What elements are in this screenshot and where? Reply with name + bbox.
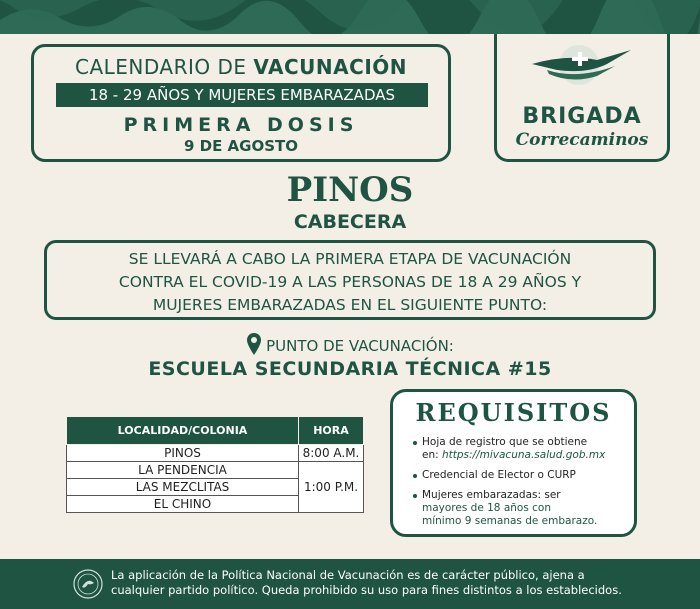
locality-cell: PINOS — [67, 445, 299, 462]
requirements-box — [390, 389, 637, 537]
requirements-list — [413, 436, 635, 535]
dose-label: PRIMERA DOSIS — [123, 114, 359, 136]
calendar-box — [31, 44, 451, 162]
location-name: PINOS — [286, 170, 414, 210]
registration-link[interactable]: https://mivacuna.salud.gob.mx — [442, 449, 606, 461]
footer-disclaimer: La aplicación de la Política Nacional de Vacunación es de carácter público, ajena a cualquier partido político. Queda prohibido su uso para fines distintos a los establecidos. — [111, 568, 622, 597]
map-pin-icon — [246, 332, 262, 356]
vaccination-point-label: PUNTO DE VACUNACIÓN: — [266, 337, 454, 355]
brigade-box — [494, 34, 670, 162]
requirements-title: REQUISITOS — [415, 398, 612, 427]
decorative-top-band — [0, 0, 700, 34]
mexico-seal-icon — [73, 569, 103, 599]
announcement-line: MUJERES EMBARAZADAS EN EL SIGUIENTE PUNTO: — [152, 296, 548, 314]
footer — [0, 559, 700, 609]
table-row — [67, 445, 364, 462]
announcement-line: CONTRA EL COVID-19 A LAS PERSONAS DE 18 A 29 AÑOS Y — [118, 273, 582, 291]
time-cell: 8:00 A.M. — [299, 445, 364, 462]
table-row — [67, 462, 364, 479]
announcement-box — [44, 240, 656, 320]
school-name: ESCUELA SECUNDARIA TÉCNICA #15 — [148, 358, 552, 380]
list-item: Credencial de Elector o CURP — [413, 469, 635, 482]
locality-cell: EL CHINO — [67, 496, 299, 513]
age-group-band: 18 - 29 AÑOS Y MUJERES EMBARAZADAS — [56, 83, 428, 107]
schedule-table — [66, 416, 364, 513]
vaccination-date: 9 DE AGOSTO — [183, 137, 299, 155]
brigade-title: BRIGADA — [522, 104, 642, 129]
list-item: Hoja de registro que se obtiene en: https://mivacuna.salud.gob.mx — [413, 436, 635, 462]
list-item: Mujeres embarazadas: ser mayores de 18 años con mínimo 9 semanas de embarazo. — [413, 489, 635, 528]
roadrunner-logo-icon — [527, 40, 637, 90]
column-header-time: HORA — [299, 417, 364, 445]
announcement-line: SE LLEVARÁ A CABO LA PRIMERA ETAPA DE VACUNACIÓN — [128, 250, 572, 268]
brigade-subtitle: Correcaminos — [515, 130, 649, 150]
locality-cell: LA PENDENCIA — [67, 462, 299, 479]
time-cell: 1:00 P.M. — [299, 462, 364, 513]
calendar-title: CALENDARIO DE VACUNACIÓN — [75, 55, 407, 79]
location-subtitle: CABECERA — [293, 211, 407, 233]
column-header-locality: LOCALIDAD/COLONIA — [67, 417, 299, 445]
locality-cell: LAS MEZCLITAS — [67, 479, 299, 496]
vaccination-point-row — [0, 332, 700, 356]
